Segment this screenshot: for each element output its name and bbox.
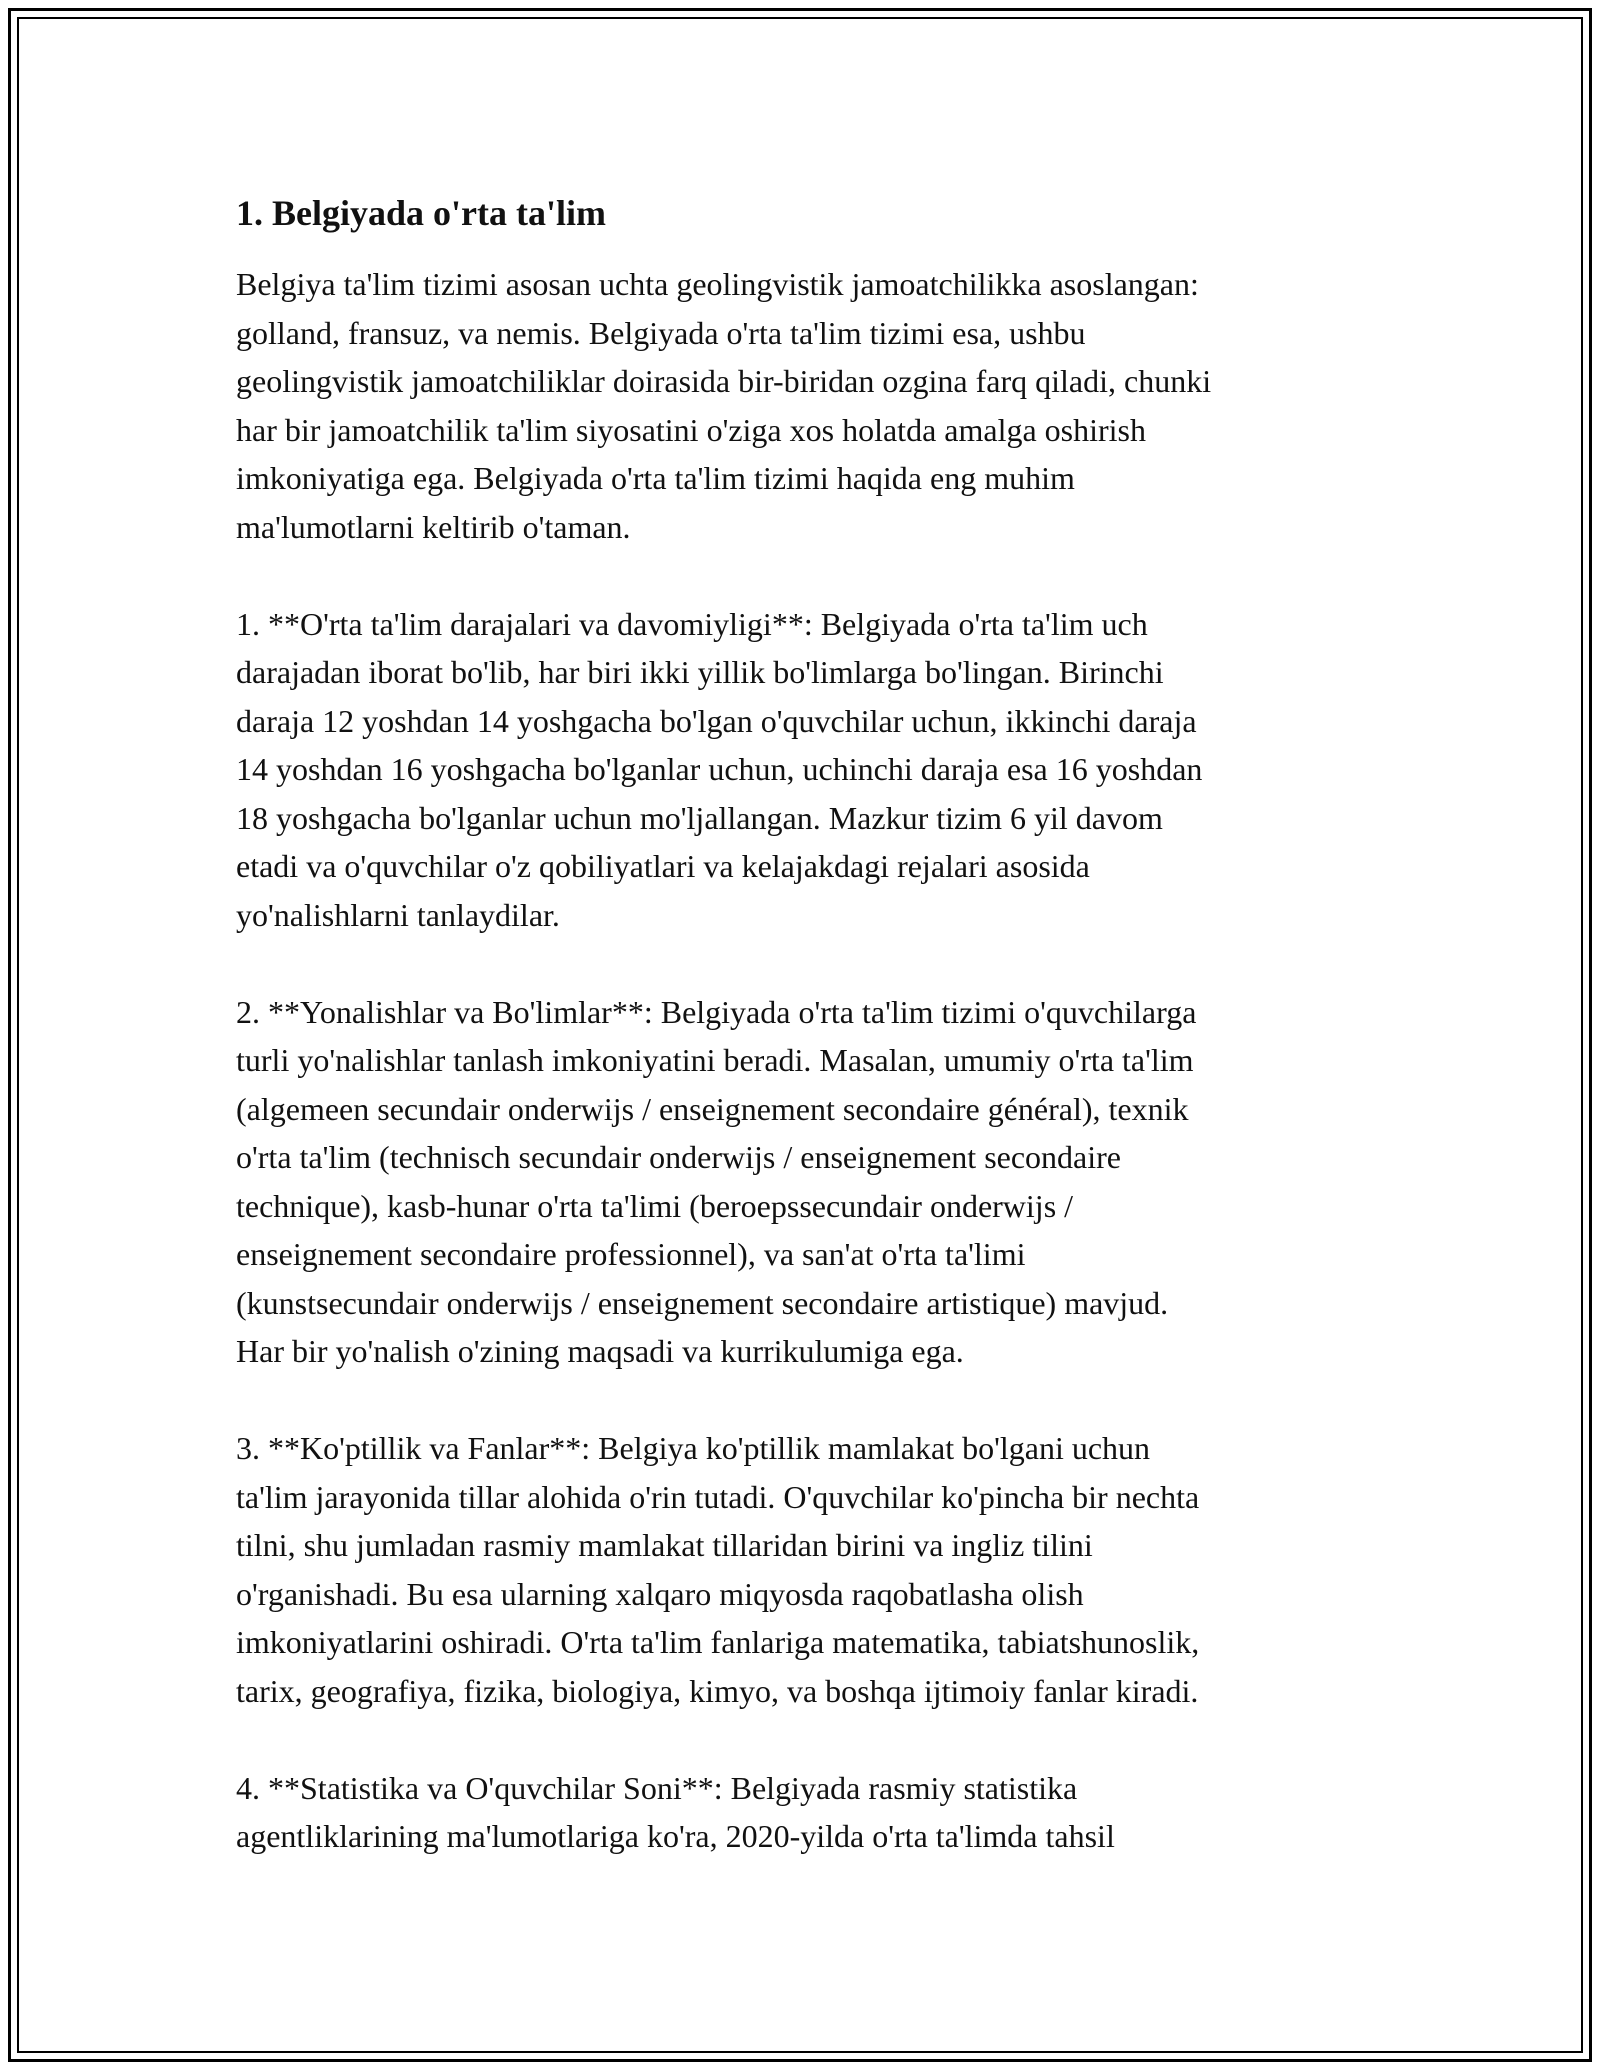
text-line: 14 yoshdan 16 yoshgacha bo'lganlar uchun, uchinchi daraja esa 16 yoshdan	[236, 751, 1203, 787]
text-line: tarix, geografiya, fizika, biologiya, kimyo, va boshqa ijtimoiy fanlar kiradi.	[236, 1672, 1199, 1709]
text-line: (kunstsecundair onderwijs / enseignement secondaire artistique) mavjud.	[236, 1284, 1169, 1321]
paragraph	[236, 988, 1376, 1376]
text-line: imkoniyatlarini oshiradi. O'rta ta'lim fanlariga matematika, tabiatshunoslik,	[236, 1624, 1200, 1660]
document-body	[236, 186, 1376, 1909]
text-line: imkoniyatiga ega. Belgiyada o'rta ta'lim tizimi haqida eng muhim	[236, 460, 1075, 496]
text-line: 1. **O'rta ta'lim darajalari va davomiyligi**: Belgiyada o'rta ta'lim uch	[236, 605, 1148, 642]
text-line: o'rganishadi. Bu esa ularning xalqaro miqyosda raqobatlasha olish	[236, 1575, 1084, 1612]
paragraph	[236, 1424, 1376, 1715]
text-line: etadi va o'quvchilar o'z qobiliyatlari va kelajakdagi rejalari asosida	[236, 848, 1090, 884]
text-line: technique), kasb-hunar o'rta ta'limi (beroepssecundair onderwijs /	[236, 1187, 1074, 1224]
text-line: turli yo'nalishlar tanlash imkoniyatini beradi. Masalan, umumiy o'rta ta'lim	[236, 1042, 1194, 1078]
paragraph	[236, 600, 1376, 940]
text-line: 3. **Ko'ptillik va Fanlar**: Belgiya ko'ptillik mamlakat bo'lgani uchun	[236, 1430, 1151, 1466]
text-line: darajadan iborat bo'lib, har biri ikki yillik bo'limlarga bo'lingan. Birinchi	[236, 654, 1164, 690]
text-line: yo'nalishlarni tanlaydilar.	[236, 896, 560, 933]
text-line: 2. **Yonalishlar va Bo'limlar**: Belgiyada o'rta ta'lim tizimi o'quvchilarga	[236, 993, 1197, 1030]
text-line: 4. **Statistika va O'quvchilar Soni**: Belgiyada rasmiy statistika	[236, 1769, 1078, 1806]
paragraph	[236, 1764, 1376, 1861]
text-line: ta'lim jarayonida tillar alohida o'rin tutadi. O'quvchilar ko'pincha bir nechta	[236, 1478, 1200, 1515]
text-line: daraja 12 yoshdan 14 yoshgacha bo'lgan o'quvchilar uchun, ikkinchi daraja	[236, 702, 1197, 739]
paragraph	[236, 260, 1376, 551]
text-line: geolingvistik jamoatchiliklar doirasida bir-biridan ozgina farq qiladi, chunki	[236, 363, 1212, 399]
text-line: golland, fransuz, va nemis. Belgiyada o'rta ta'lim tizimi esa, ushbu	[236, 314, 1086, 351]
section-heading: 1. Belgiyada o'rta ta'lim	[236, 193, 606, 233]
text-line: Har bir yo'nalish o'zining maqsadi va kurrikulumiga ega.	[236, 1333, 964, 1369]
paragraph-container	[236, 260, 1376, 1861]
text-line: 18 yoshgacha bo'lganlar uchun mo'ljallangan. Mazkur tizim 6 yil davom	[236, 799, 1163, 836]
text-line: tilni, shu jumladan rasmiy mamlakat tillaridan birini va ingliz tilini	[236, 1527, 1093, 1563]
text-line: Belgiya ta'lim tizimi asosan uchta geolingvistik jamoatchilikka asoslangan:	[236, 266, 1199, 302]
text-line: agentliklarining ma'lumotlariga ko'ra, 2020-yilda o'rta ta'limda tahsil	[236, 1818, 1115, 1854]
text-line: ma'lumotlarni keltirib o'taman.	[236, 508, 631, 545]
text-line: o'rta ta'lim (technisch secundair onderwijs / enseignement secondaire	[236, 1139, 1121, 1175]
text-line: (algemeen secundair onderwijs / enseignement secondaire général), texnik	[236, 1090, 1189, 1127]
text-line: har bir jamoatchilik ta'lim siyosatini o'ziga xos holatda amalga oshirish	[236, 411, 1146, 448]
text-line: enseignement secondaire professionnel), va san'at o'rta ta'limi	[236, 1236, 1026, 1272]
